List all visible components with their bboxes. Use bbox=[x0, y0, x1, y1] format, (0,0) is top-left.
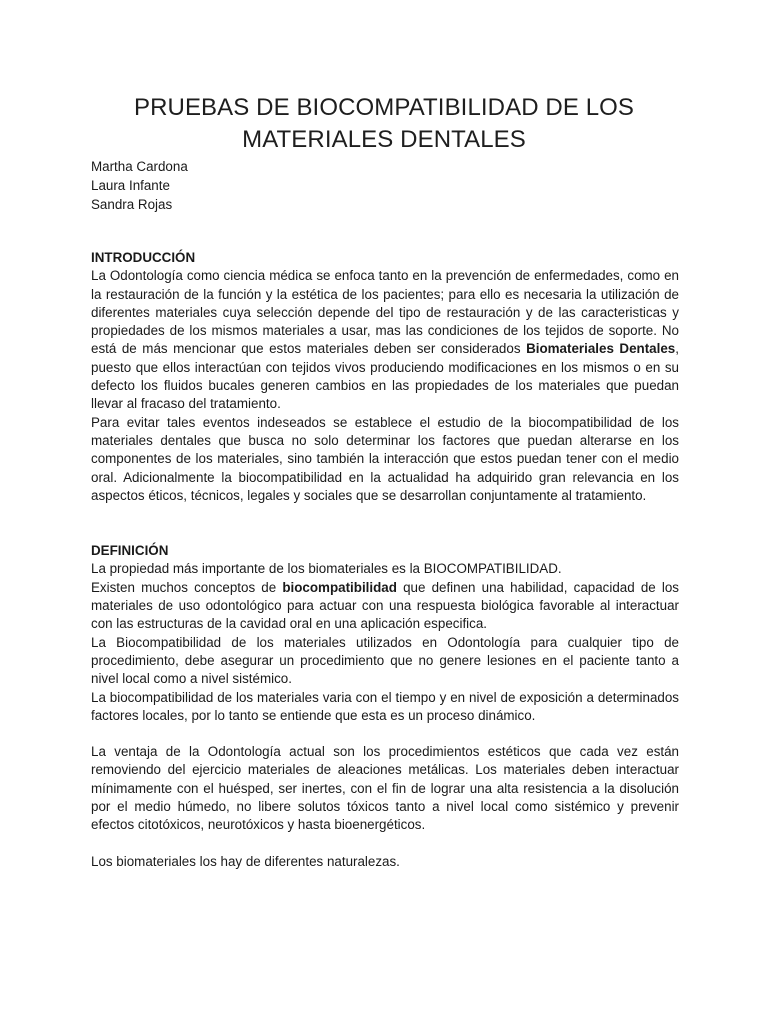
definition-p2-text-b: que definen una habilidad, capacidad de los materiales de uso odontológico para actuar con una respuesta biológica favorable al interactuar con las estructuras de la cavidad oral en una aplicación especifica. bbox=[91, 579, 679, 632]
intro-p1-text-b: , puesto que ellos interactúan con tejidos vivos produciendo modificaciones en los mismos o en su defecto los fluidos bucales generen cambios en las propiedades de los materiales que puedan llevar al fracaso del tratamiento. bbox=[91, 341, 679, 412]
definition-paragraph-5: La ventaja de la Odontología actual son los procedimientos estéticos que cada vez están removiendo del ejercicio materiales de aleaciones metálicas. Los materiales deben interactuar mínimamente con el huésped, ser inertes, con el fin de lograr una alta resistencia a la disolución por el medio húmedo, no libere solutos tóxicos tanto a nivel local como sistémico y prevenir efectos citotóxicos, neurotóxicos y hasta bioenergéticos. bbox=[91, 744, 679, 833]
definition-paragraph-2 bbox=[91, 579, 679, 634]
intro-p1-bold-term: Biomateriales Dentales bbox=[526, 341, 676, 357]
document-title bbox=[90, 92, 678, 156]
section-heading-introduccion: INTRODUCCIÓN bbox=[91, 250, 196, 265]
definition-p2-bold-term: biocompatibilidad bbox=[282, 579, 397, 595]
title-line-1: PRUEBAS DE BIOCOMPATIBILIDAD DE LOS bbox=[133, 94, 635, 121]
definition-paragraph-4: La biocompatibilidad de los materiales varia con el tiempo y en nivel de exposición a determinados factores locales, por lo tanto se entiende que esta es un proceso dinámico. bbox=[91, 689, 679, 723]
definition-p2-text-a: Existen muchos conceptos de bbox=[91, 579, 283, 595]
definition-paragraph-3: La Biocompatibilidad de los materiales utilizados en Odontología para cualquier tipo de procedimiento, debe asegurar un procedimiento que no genere lesiones en el paciente tanto a nivel local como a nivel sistémico. bbox=[91, 634, 679, 687]
definition-paragraph-1: La propiedad más importante de los biomateriales es la BIOCOMPATIBILIDAD. bbox=[91, 561, 562, 577]
author-name: Martha Cardona bbox=[91, 159, 188, 174]
paragraph-spacer bbox=[91, 725, 679, 743]
section-heading-definicion: DEFINICIÓN bbox=[91, 543, 169, 559]
title-line-2: MATERIALES DENTALES bbox=[242, 126, 526, 153]
paragraph-spacer bbox=[91, 835, 679, 853]
author-name: Sandra Rojas bbox=[91, 197, 173, 213]
author-name: Laura Infante bbox=[91, 178, 170, 194]
intro-p1-text-a: La Odontología como ciencia médica se enfoca tanto en la prevención de enfermedades, como en la restauración de la función y la estética de los pacientes; para ello es necesaria la utilización de diferentes materiales cuya selección depende del tipo de restauración y de las caracteristicas y propiedades de los mismos materiales a usar, mas las condiciones de los tejidos de soporte. No está de más mencionar que estos materiales deben ser considerados bbox=[91, 268, 679, 357]
section-spacer bbox=[91, 505, 679, 542]
author-list bbox=[91, 157, 188, 215]
document-body bbox=[91, 249, 679, 871]
definition-paragraph-6: Los biomateriales los hay de diferentes naturalezas. bbox=[91, 853, 400, 869]
intro-paragraph-2: Para evitar tales eventos indeseados se establece el estudio de la biocompatibilidad de los materiales dentales que busca no solo determinar los factores que puedan alterarse en los componentes de los materiales, sino también la interacción que estos puedan tener con el medio oral. Adicionalmente la biocompatibilidad en la actualidad ha adquirido gran relevancia en los aspectos éticos, técnicos, legales y sociales que se desarrollan conjuntamente al tratamiento. bbox=[91, 414, 679, 503]
intro-paragraph-1 bbox=[91, 267, 679, 413]
